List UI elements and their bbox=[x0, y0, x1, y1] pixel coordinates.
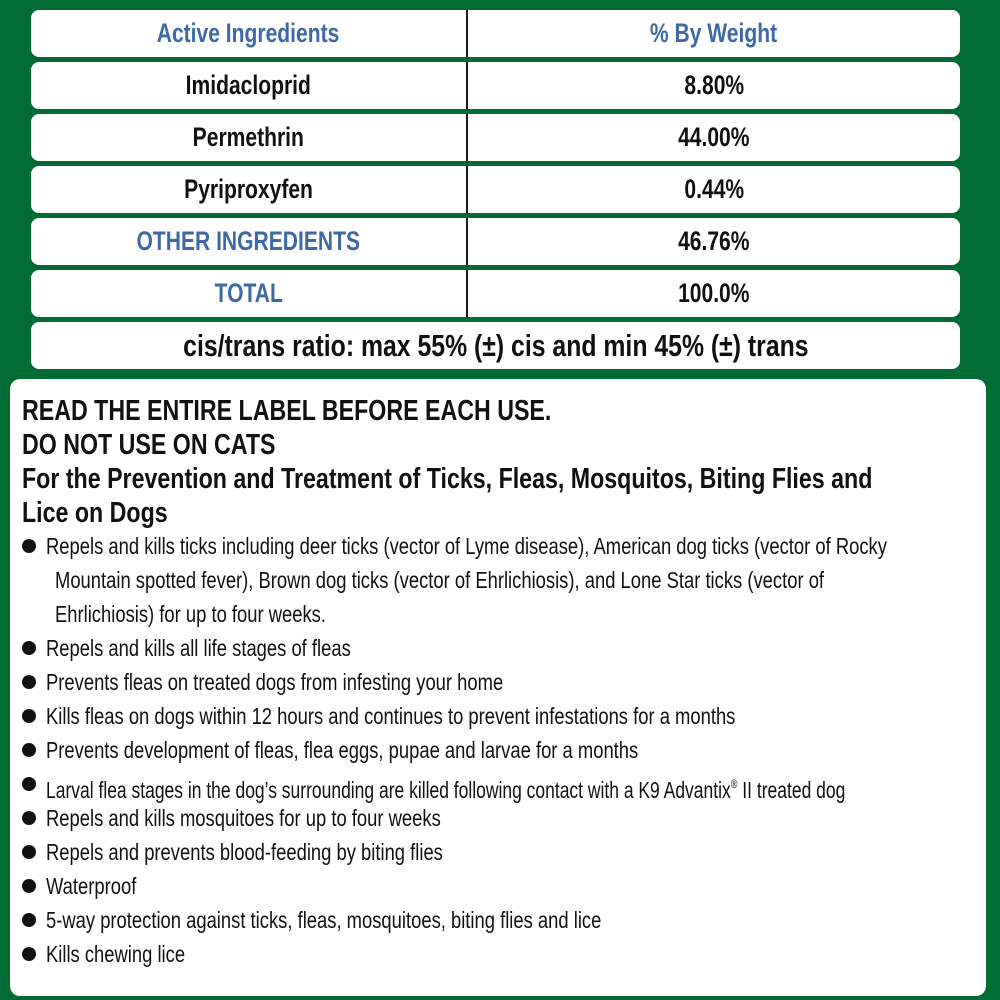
registered-mark: ® bbox=[730, 777, 738, 791]
bullet-icon bbox=[22, 709, 36, 723]
bullet-icon bbox=[22, 777, 36, 791]
list-item: Repels and kills all life stages of fleas bbox=[22, 631, 982, 665]
table-row bbox=[31, 114, 960, 161]
bullet-icon bbox=[22, 539, 36, 553]
purpose-heading-line2: Lice on Dogs bbox=[22, 497, 168, 529]
ingredient-weight: 8.80% bbox=[684, 70, 744, 100]
ingredient-name: OTHER INGREDIENTS bbox=[136, 226, 361, 256]
bullet-icon bbox=[22, 947, 36, 961]
ingredient-weight: 0.44% bbox=[684, 174, 744, 204]
list-item: Repels and kills mosquitoes for up to four weeks bbox=[22, 801, 982, 835]
warning-read-label: READ THE ENTIRE LABEL BEFORE EACH USE. bbox=[22, 395, 552, 427]
ingredient-weight: 44.00% bbox=[678, 122, 750, 152]
ingredient-name: Imidacloprid bbox=[185, 70, 312, 100]
purpose-heading-line1: For the Prevention and Treatment of Ticks, Fleas, Mosquitos, Biting Flies and bbox=[22, 463, 873, 495]
bullet-icon bbox=[22, 913, 36, 927]
warning-no-cats: DO NOT USE ON CATS bbox=[22, 429, 276, 461]
list-item: 5-way protection against ticks, fleas, mosquitoes, biting flies and lice bbox=[22, 903, 982, 937]
ingredient-name: Pyriproxyfen bbox=[184, 174, 313, 204]
table-row-total bbox=[31, 270, 960, 317]
bullet-icon bbox=[22, 641, 36, 655]
list-item: Prevents fleas on treated dogs from infesting your home bbox=[22, 665, 982, 699]
header-percent-by-weight: % By Weight bbox=[650, 18, 778, 48]
table-header-row bbox=[31, 10, 960, 57]
bullet-icon bbox=[22, 845, 36, 859]
ingredient-name: Permethrin bbox=[192, 122, 305, 152]
ingredient-weight: 46.76% bbox=[678, 226, 750, 256]
bullet-icon bbox=[22, 879, 36, 893]
list-item: Waterproof bbox=[22, 869, 982, 903]
cis-trans-ratio-note: cis/trans ratio: max 55% (±) cis and min 45% (±) trans bbox=[31, 322, 960, 369]
list-item: Kills fleas on dogs within 12 hours and continues to prevent infestations for a months bbox=[22, 699, 982, 733]
usage-info-panel bbox=[10, 379, 986, 996]
ingredient-weight: 100.0% bbox=[678, 278, 750, 308]
bullet-icon bbox=[22, 675, 36, 689]
table-row bbox=[31, 166, 960, 213]
list-item: Repels and kills ticks including deer ticks (vector of Lyme disease), American dog ticks (vector of Rocky Mountain spotted fever), Brown dog ticks (vector of Ehrlichiosis), and Lone Star ticks (vector of Ehrlichiosis) for up to four weeks. bbox=[22, 529, 982, 631]
list-item: Repels and prevents blood-feeding by biting flies bbox=[22, 835, 982, 869]
list-item: Prevents development of fleas, flea eggs, pupae and larvae for a months bbox=[22, 733, 982, 767]
list-item: Larval flea stages in the dog’s surrounding are killed following contact with a K9 Advantix® II treated dog bbox=[22, 767, 982, 801]
table-row bbox=[31, 62, 960, 109]
bullet-icon bbox=[22, 743, 36, 757]
header-active-ingredients: Active Ingredients bbox=[157, 18, 340, 48]
table-row bbox=[31, 218, 960, 265]
bullet-icon bbox=[22, 811, 36, 825]
ingredient-name: TOTAL bbox=[214, 278, 283, 308]
list-item: Kills chewing lice bbox=[22, 937, 982, 971]
